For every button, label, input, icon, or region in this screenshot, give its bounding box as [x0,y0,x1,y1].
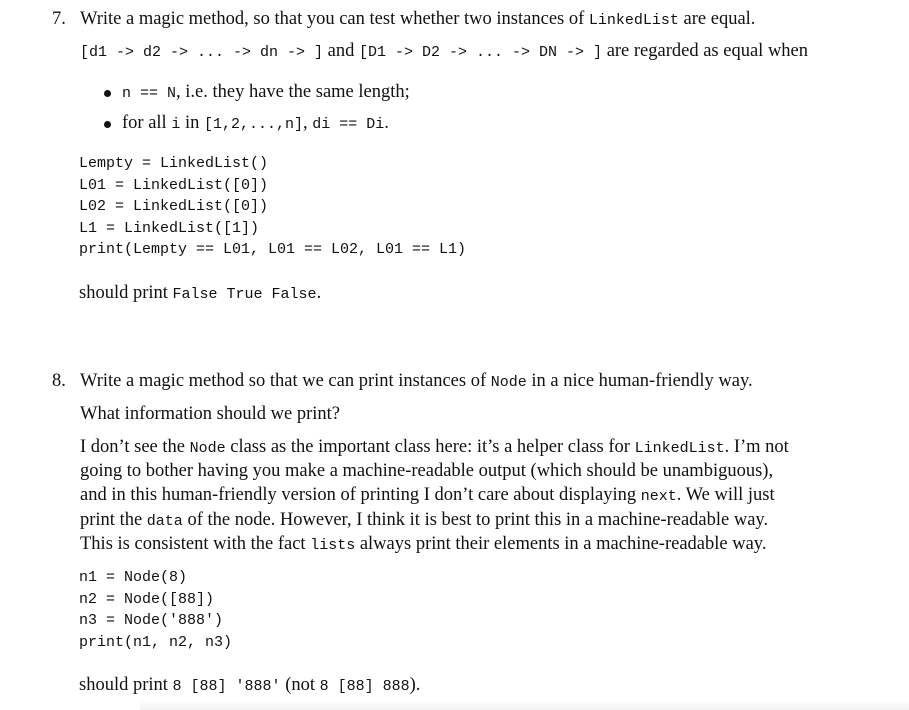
bullet-icon [104,90,111,97]
code-line: L02 = LinkedList([0]) [79,198,269,215]
bullet-elements-equal: for all i in [1,2,...,n], di == Di. [122,113,389,133]
code-line: n1 = Node(8) [79,569,188,586]
question-8-number: 8. [52,371,66,391]
question-8-subprompt: What information should we print? [80,404,340,424]
paragraph-line: print the data of the node. However, I think it is best to print this in a machine-readable way. [80,510,769,530]
bullet-same-length: n == N, i.e. they have the same length; [122,82,410,102]
paragraph-line: I don’t see the Node class as the important class here: it’s a helper class for LinkedList. I’m not [80,437,789,457]
code-line: L01 = LinkedList([0]) [79,176,269,194]
paragraph-line: going to bother having you make a machine-readable output (which should be unambiguous), [80,461,774,481]
question-7-number: 7. [52,9,66,29]
code-line: print(Lempty == L01, L01 == L02, L01 == L1) [79,241,467,258]
page-bottom-shadow [140,700,909,710]
code-line: print(n1, n2, n3) [79,633,233,651]
code-line: n3 = Node('888') [79,612,224,629]
question-7-expected-output: should print False True False. [79,283,322,303]
question-8-code-block [79,567,232,653]
code-line: n2 = Node([88]) [79,590,215,608]
question-7-code-block [79,153,466,261]
question-8-expected-output: should print 8 [88] '888' (not 8 [88] 888). [79,675,421,695]
question-8-prompt: Write a magic method so that we can print instances of Node in a nice human-friendly way. [80,371,753,391]
question-7-equality-condition: [d1 -> d2 -> ... -> dn -> ] and [D1 -> D2 -> ... -> DN -> ] are regarded as equal when [80,41,809,61]
question-7-prompt: Write a magic method, so that you can test whether two instances of LinkedList are equal. [80,9,756,29]
code-line: Lempty = LinkedList() [79,155,269,172]
bullet-icon [104,121,111,128]
paragraph-line: and in this human-friendly version of printing I don’t care about displaying next. We will just [80,485,775,505]
code-line: L1 = LinkedList([1]) [79,219,260,237]
paragraph-line: This is consistent with the fact lists always print their elements in a machine-readable way. [80,534,767,554]
